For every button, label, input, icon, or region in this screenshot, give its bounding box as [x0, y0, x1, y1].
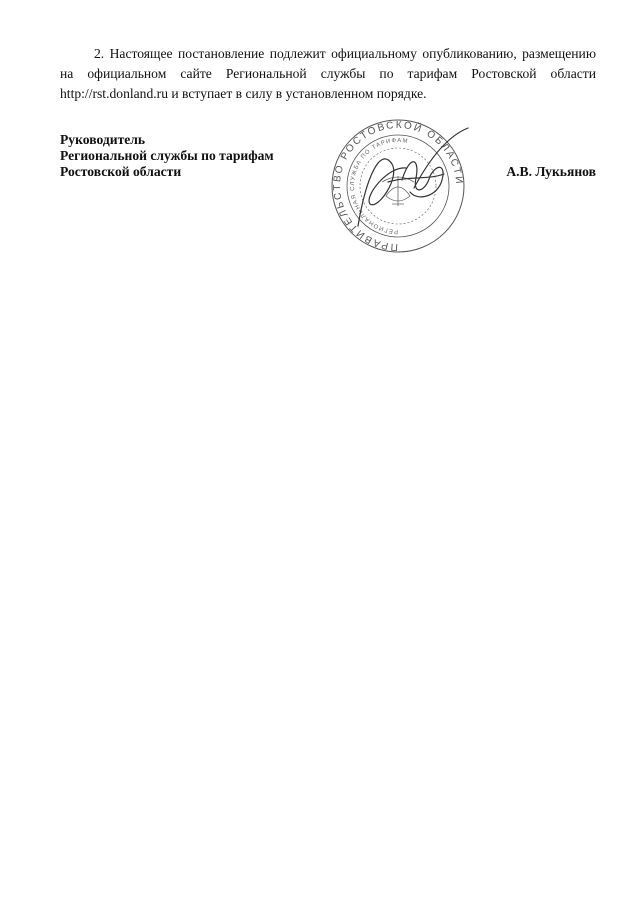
signatory-title-line-2: Региональной службы по тарифам — [60, 148, 274, 163]
signatory-name: А.В. Лукьянов — [506, 164, 596, 179]
official-seal-with-signature — [318, 118, 478, 254]
paragraph-publication: 2. Настоящее постановление подлежит официальному опубликованию, размещению на официальном сайте Региональной службы по тарифам Ростовской области http://rst.donland.ru и вступает в силу в установленном порядке. — [60, 46, 596, 101]
signatory-title-line-1: Руководитель — [60, 132, 146, 147]
signatory-title — [60, 132, 274, 180]
seal-inner-text: РЕГИОНАЛЬНАЯ СЛУЖБА ПО ТАРИФАМ — [349, 137, 409, 235]
seal-outer-text: ПРАВИТЕЛЬСТВО РОСТОВСКОЙ ОБЛАСТИ — [332, 119, 465, 253]
handwritten-signature — [358, 128, 468, 226]
signatory-title-line-3: Ростовской области — [60, 164, 182, 179]
